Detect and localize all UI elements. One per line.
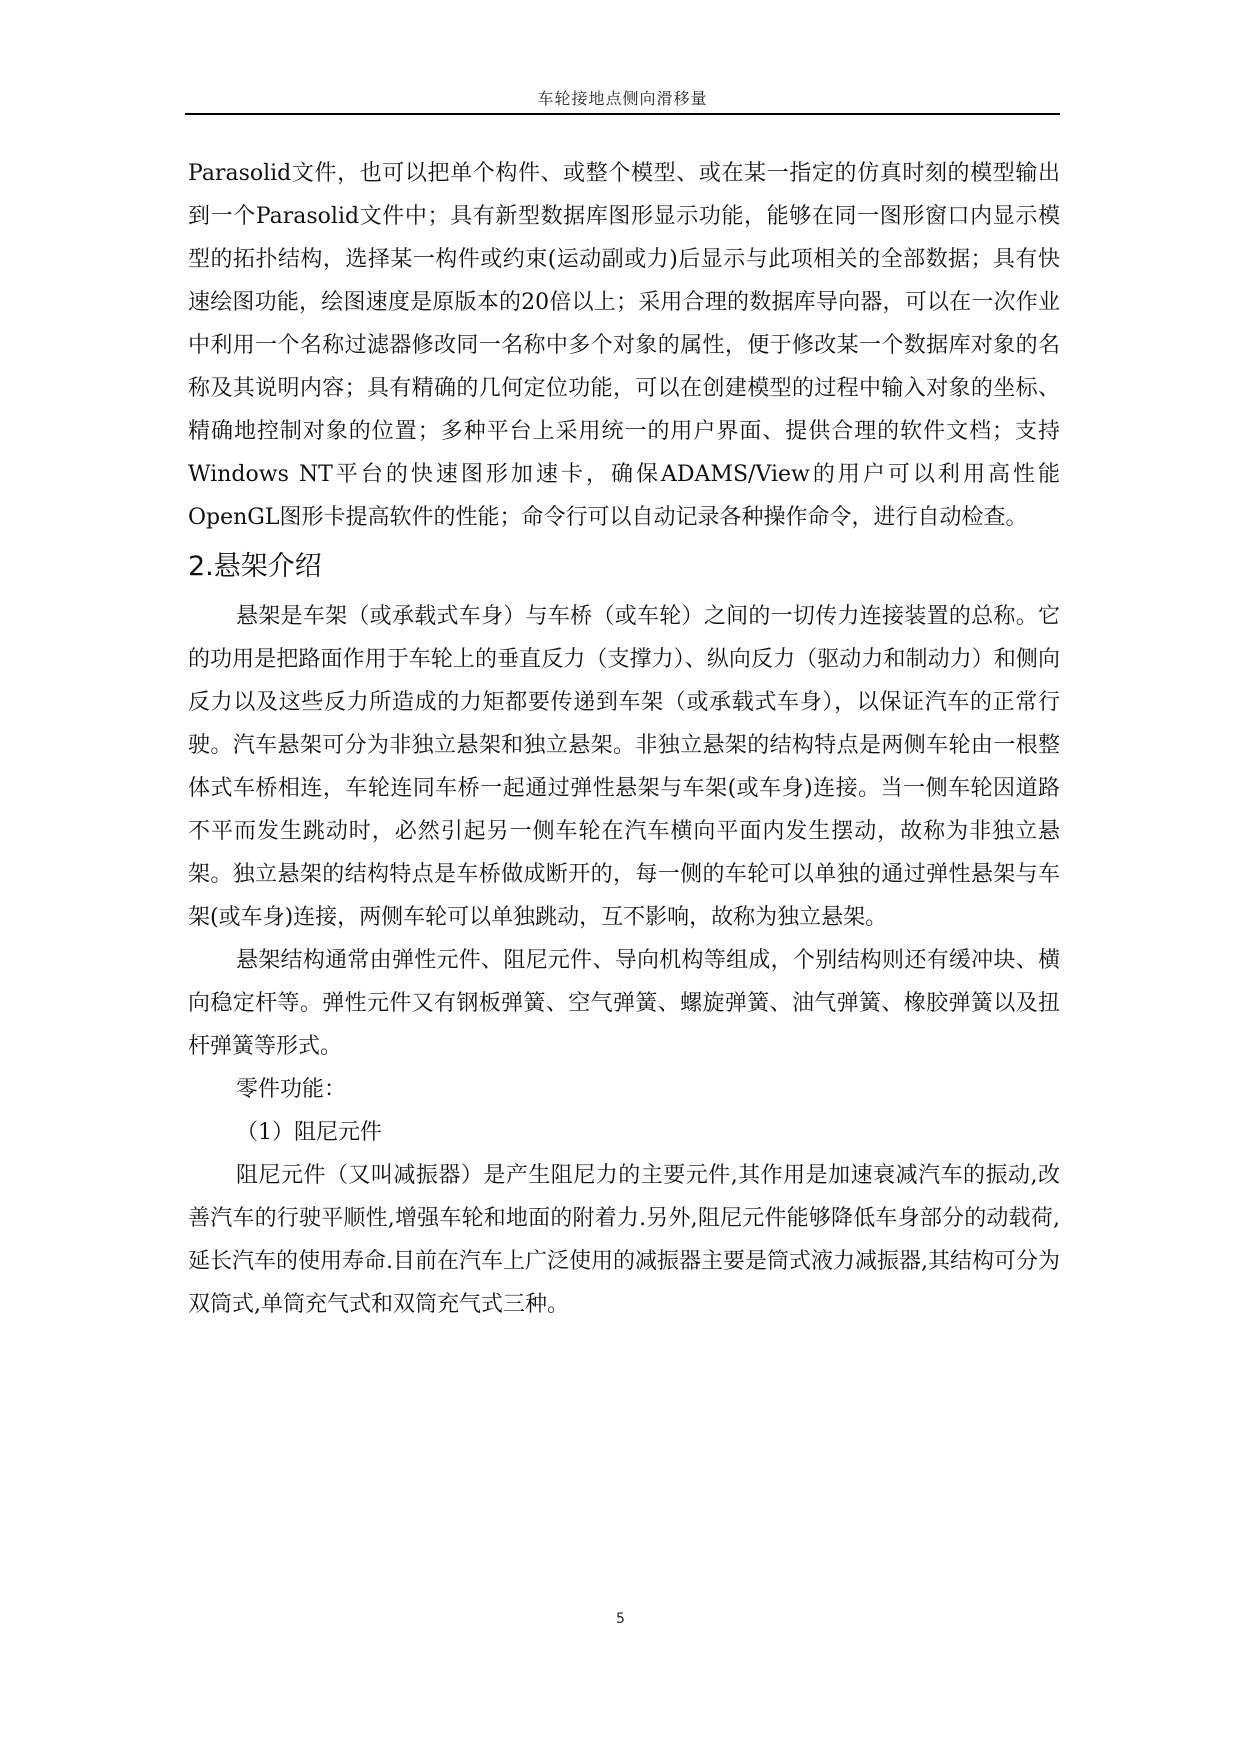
paragraph-damping-element-title: （1）阻尼元件 (236, 1120, 382, 1145)
header-rule (185, 113, 1060, 115)
page-number: 5 (616, 1611, 625, 1627)
running-header: 车轮接地点侧向滑移量 (537, 89, 708, 108)
paragraph-part-functions: 零件功能： (236, 1077, 347, 1102)
section-heading-suspension: 2.悬架介绍 (188, 551, 322, 582)
paragraph-suspension-definition: 悬架是车架（或承载式车身）与车桥（或车轮）之间的一切传力连接装置的总称。它的功用是把路面作用于车轮上的垂直反力（支撑力）、纵向反力（驱动力和制动力）和侧向反力以及这些反力所造成的力矩都要传递到车架（或承载式车身），以保证汽车的正常行驶。汽车悬架可分为非独立悬架和独立悬架。非独立悬架的结构特点是两侧车轮由一根整体式车桥相连，车轮连同车桥一起通过弹性悬架与车架(或车身)连接。当一侧车轮因道路不平而发生跳动时，必然引起另一侧车轮在汽车横向平面内发生摆动，故称为非独立悬架。独立悬架的结构特点是车桥做成断开的，每一侧的车轮可以单独的通过弹性悬架与车架(或车身)连接，两侧车轮可以单独跳动，互不影响，故称为独立悬架。 (188, 604, 1060, 930)
document-body (188, 152, 1060, 1326)
paragraph-suspension-structure: 悬架结构通常由弹性元件、阻尼元件、导向机构等组成，个别结构则还有缓冲块、横向稳定杆等。弹性元件又有钢板弹簧、空气弹簧、螺旋弹簧、油气弹簧、橡胶弹簧以及扭杆弹簧等形式。 (188, 948, 1060, 1059)
paragraph-parasolid-features: Parasolid文件，也可以把单个构件、或整个模型、或在某一指定的仿真时刻的模型输出到一个Parasolid文件中；具有新型数据库图形显示功能，能够在同一图形窗口内显示模型的拓扑结构，选择某一构件或约束(运动副或力)后显示与此项相关的全部数据；具有快速绘图功能，绘图速度是原版本的20倍以上；采用合理的数据库导向器，可以在一次作业中利用一个名称过滤器修改同一名称中多个对象的属性，便于修改某一个数据库对象的名称及其说明内容；具有精确的几何定位功能，可以在创建模型的过程中输入对象的坐标、精确地控制对象的位置；多种平台上采用统一的用户界面、提供合理的软件文档；支持Windows NT平台的快速图形加速卡，确保ADAMS/View的用户可以利用高性能OpenGL图形卡提高软件的性能；命令行可以自动记录各种操作命令，进行自动检查。 (188, 161, 1060, 530)
paragraph-damping-element: 阻尼元件（又叫减振器）是产生阻尼力的主要元件,其作用是加速衰减汽车的振动,改善汽车的行驶平顺性,增强车轮和地面的附着力.另外,阻尼元件能够降低车身部分的动载荷,延长汽车的使用寿命.目前在汽车上广泛使用的减振器主要是筒式液力减振器,其结构可分为双筒式,单筒充气式和双筒充气式三种。 (188, 1163, 1060, 1317)
